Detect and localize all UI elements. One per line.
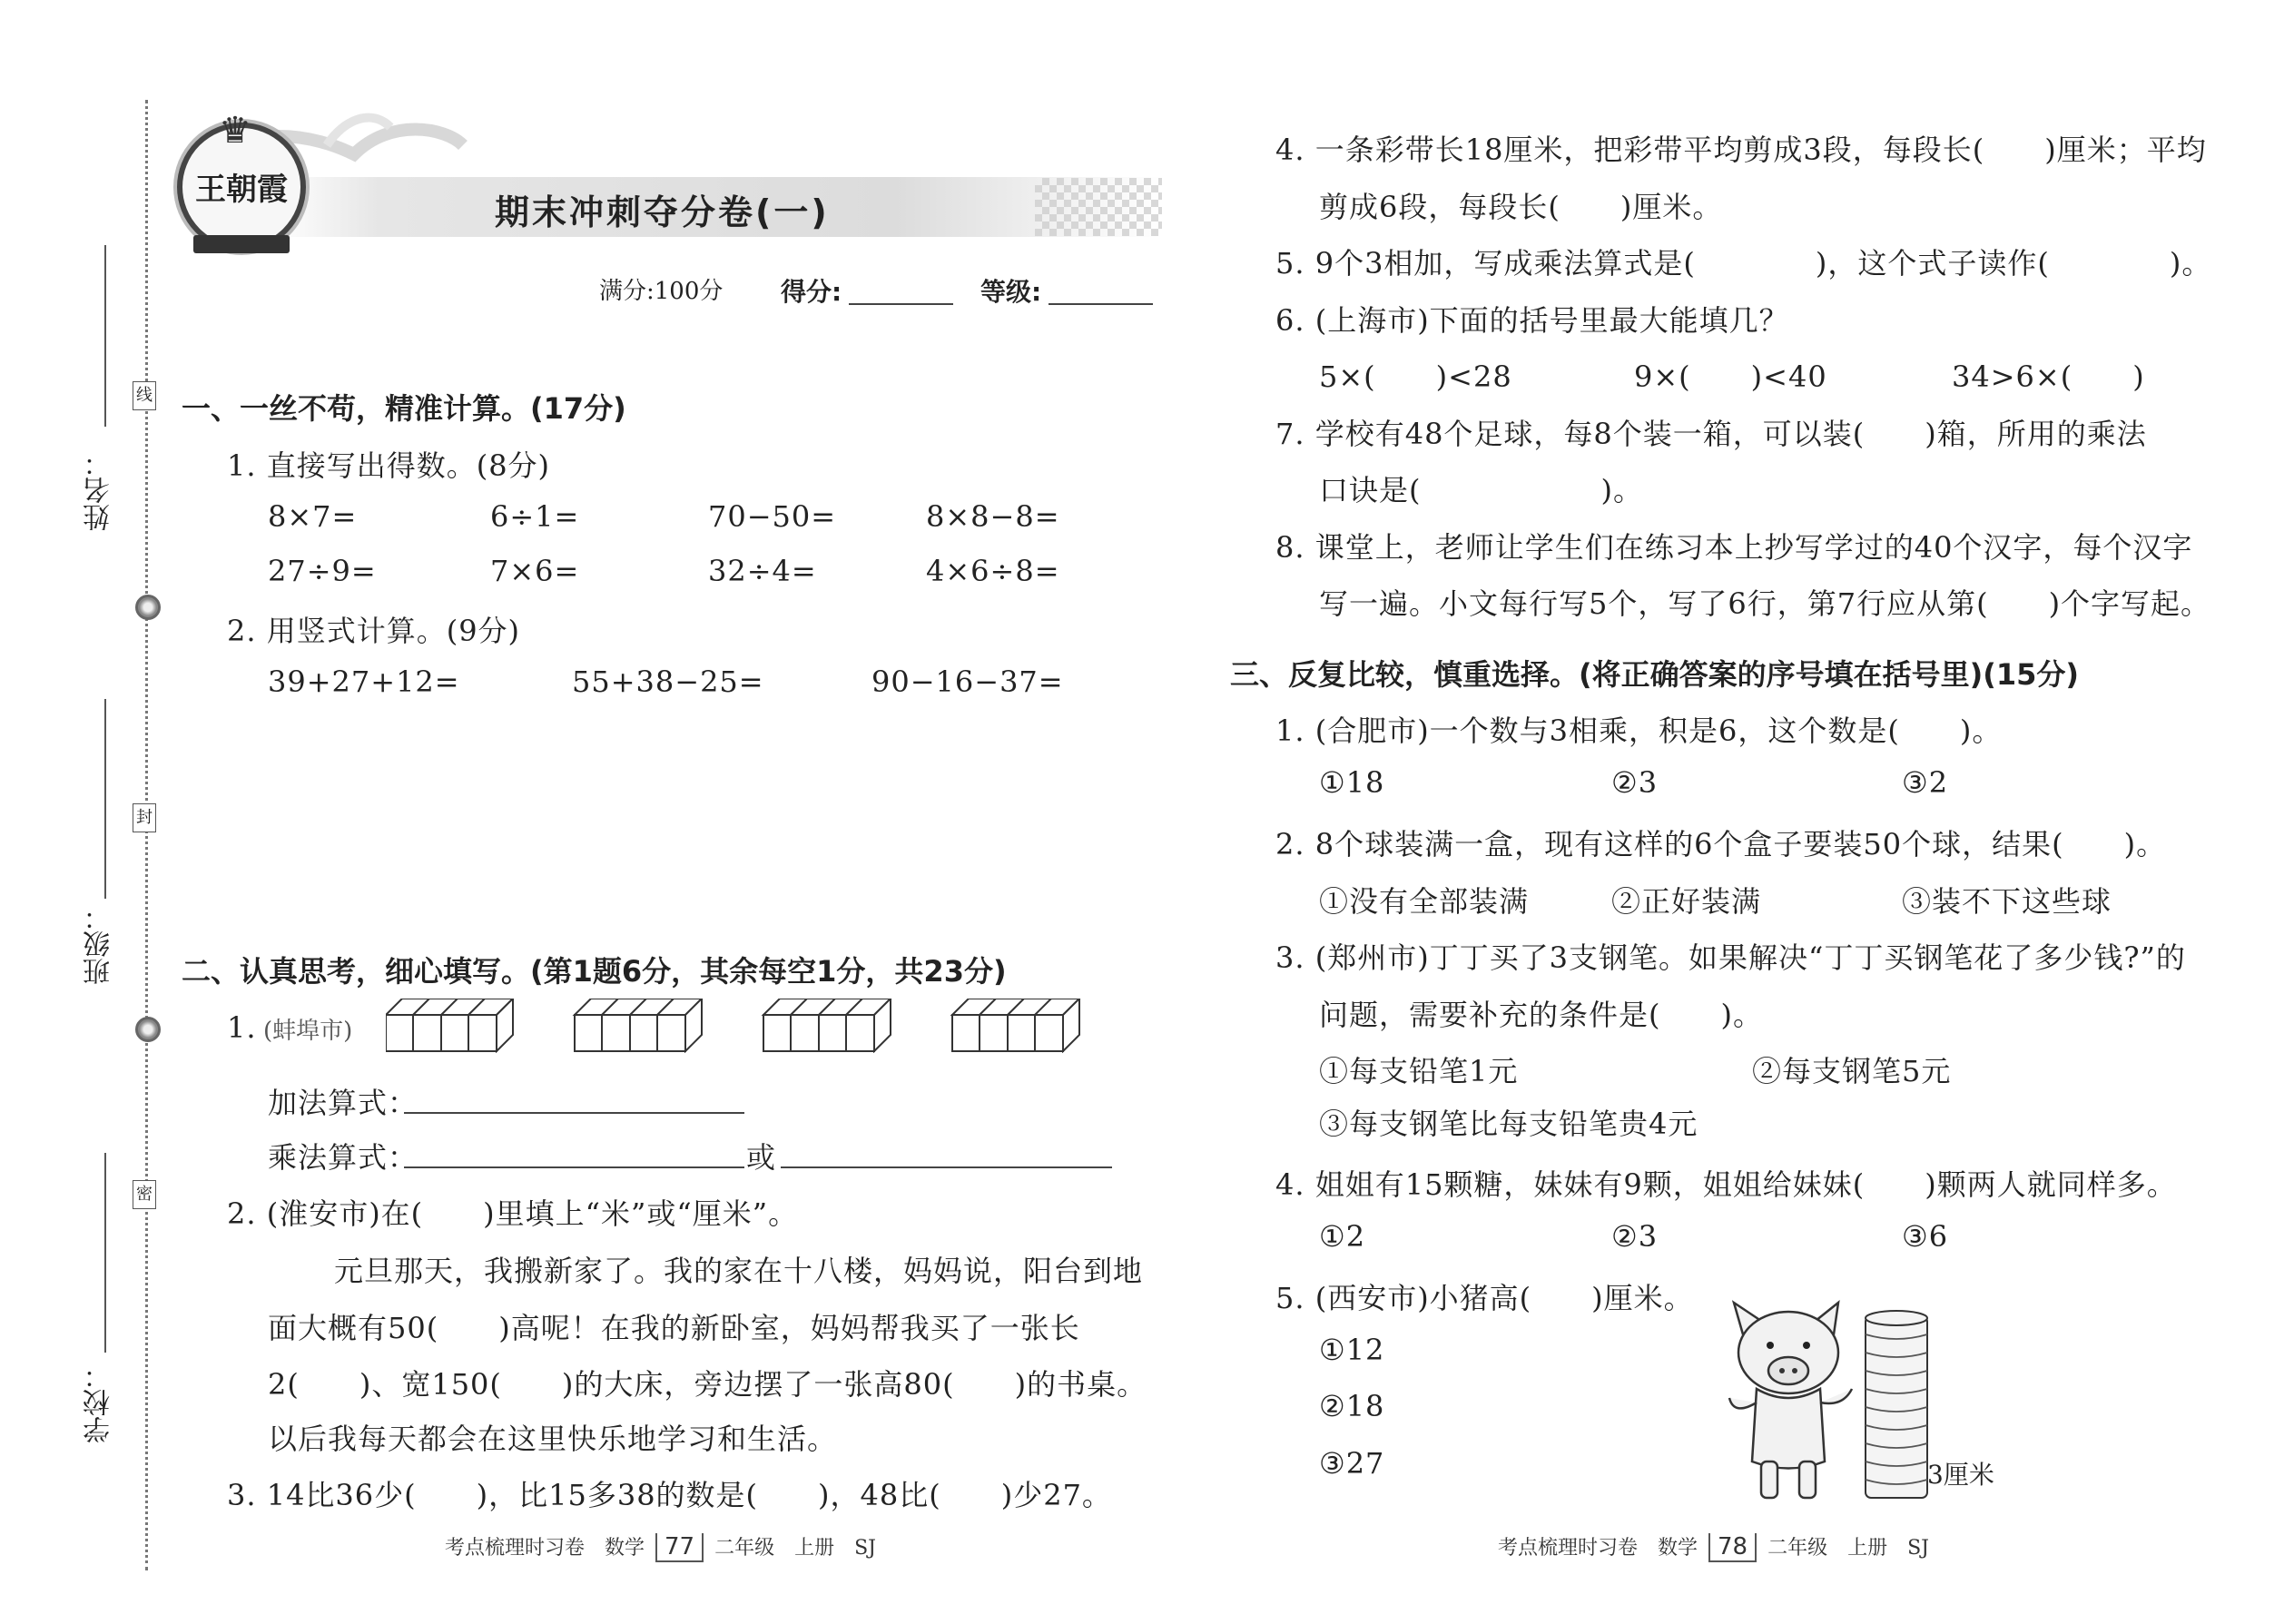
footer-book: 考点梳理时习卷 数学 [1498,1537,1698,1560]
add-formula-label: 加法算式： [268,1086,418,1120]
q6-item: 34>6×( ) [1952,359,2145,394]
choice-q3: 3. (郑州市)丁丁买了3支钢笔。如果解决“丁丁买钢笔花了多少钱?”的 [1275,940,2186,975]
class-line [104,699,106,899]
or-label: 或 [746,1140,777,1175]
seal-secret-mark: 密 [133,1180,156,1209]
q4-line: 4. 一条彩带长18厘米，把彩带平均剪成3段，每段长( )厘米；平均 [1275,133,2207,167]
choice-option: ③每支钢笔比每支铅笔贵4元 [1319,1107,1698,1141]
s2-q2-paragraph: 面大概有50( )高呢！在我的新卧室，妈妈帮我买了一张长 [268,1311,1080,1345]
choice-option: ②3 [1611,1219,1659,1254]
page-number: 78 [1708,1533,1757,1562]
score-label: 得分: [781,277,842,307]
s2-q2-line: 2. (淮安市)在( )里填上“米”或“厘米”。 [227,1196,799,1231]
brand-logo [177,110,306,251]
name-label: 姓名： [84,449,115,531]
cube-groups [386,999,1094,1053]
choice-option: ②正好装满 [1611,884,1762,919]
score-blank[interactable] [849,303,953,305]
binding-dotted-line [145,100,148,1570]
disc-stack [1861,1307,1934,1507]
q6-item: 5×( )<28 [1319,359,1512,394]
calc-item: 8×7= [268,499,358,534]
q6-item: 9×( )<40 [1634,359,1827,394]
footer-grade: 二年级 上册 SJ [714,1537,877,1560]
s1-q1-title: 1. 直接写出得数。(8分) [227,448,551,483]
cube-group [386,999,513,1051]
vertical-calc-item: 90−16−37= [871,664,1064,699]
footer-book: 考点梳理时习卷 数学 [445,1537,645,1560]
choice-option: ②3 [1611,765,1659,800]
q6-line: 6. (上海市)下面的括号里最大能填几？ [1275,303,1789,338]
school-line [104,1153,106,1353]
choice-option: ①18 [1319,765,1385,800]
calc-item: 70−50= [708,499,837,534]
choice-option: ①12 [1319,1333,1385,1367]
add-formula-blank[interactable] [404,1112,744,1114]
checker-pattern [1035,178,1162,236]
s2-q2-paragraph: 2( )、宽150( )的大床，旁边摆了一张高80( )的书桌。 [268,1367,1147,1402]
q8-line: 8. 课堂上，老师让学生们在练习本上抄写学过的40个汉字，每个汉字 [1275,530,2193,565]
grade-label: 等级: [980,277,1042,307]
class-label: 班级： [84,903,115,985]
seal-line-mark: 线 [133,381,156,410]
calc-item: 7×6= [490,554,580,588]
footer-right [1498,1532,1929,1562]
calc-item: 32÷4= [708,554,817,588]
footer-left [445,1532,876,1562]
choice-q2: 2. 8个球装满一盒，现有这样的6个盒子要装50个球，结果( )。 [1275,827,2167,861]
cube-group [575,999,702,1051]
choice-option: ①没有全部装满 [1319,884,1530,919]
calc-item: 27÷9= [268,554,377,588]
vertical-calc-item: 39+27+12= [268,664,460,699]
choice-option: ①2 [1319,1219,1366,1254]
school-label: 学校： [84,1362,115,1443]
s2-q3-line: 3. 14比36少( )，比15多38的数是( )，48比( )少27。 [227,1478,1112,1512]
s2-q1-num: 1. [227,1010,257,1045]
binding-ring-icon [135,1017,161,1042]
section-2-heading: 二、认真思考，细心填写。(第1题6分，其余每空1分，共23分) [182,954,1007,989]
choice-option: ③2 [1902,765,1949,800]
choice-option: ③6 [1902,1219,1949,1254]
s1-q2-title: 2. 用竖式计算。(9分) [227,614,521,648]
choice-option: ②每支钢笔5元 [1752,1054,1952,1088]
calc-item: 8×8−8= [926,499,1060,534]
choice-option: ①每支铅笔1元 [1319,1054,1519,1088]
choice-q1: 1. (合肥市)一个数与3相乘，积是6，这个数是( )。 [1275,714,2003,748]
stack-unit-label: 3厘米 [1927,1460,1994,1490]
section-1-heading: 一、一丝不苟，精准计算。(17分) [182,391,626,426]
choice-q5: 5. (西安市)小猪高( )厘米。 [1275,1281,1694,1315]
mul-formula-blank-2[interactable] [781,1166,1112,1168]
vertical-calc-item: 55+38−25= [572,664,764,699]
s2-q2-paragraph: 元旦那天，我搬新家了。我的家在十八楼，妈妈说，阳台到地 [334,1254,1144,1288]
q4-line: 剪成6段，每段长( )厘米。 [1319,190,1723,224]
full-score: 满分:100分 [599,278,724,305]
crown-icon: ♛ [219,110,251,152]
q5-line: 5. 9个3相加，写成乘法算式是( )，这个式子读作( )。 [1275,246,2212,281]
choice-option: ②18 [1319,1389,1385,1423]
cube-group [763,999,891,1051]
pig-illustration [1725,1298,1861,1507]
grade-blank[interactable] [1049,303,1153,305]
page-number: 77 [655,1533,704,1562]
page-title: 期末冲刺夺分卷(一) [495,192,830,232]
binding-ring-icon [135,595,161,620]
q7-line: 口诀是( )。 [1319,473,1643,507]
q7-line: 7. 学校有48个足球，每8个装一箱，可以装( )箱，所用的乘法 [1275,417,2147,451]
seal-seal-mark: 封 [133,803,156,832]
logo-ribbon [193,235,290,253]
choice-option: ③装不下这些球 [1902,884,2112,919]
calc-item: 6÷1= [490,499,580,534]
name-line [104,245,106,427]
mul-formula-blank-1[interactable] [404,1166,744,1168]
choice-option: ③27 [1319,1446,1385,1481]
mul-formula-label: 乘法算式： [268,1140,418,1175]
logo-text: 王朝霞 [195,172,288,208]
s2-q1-city: (蚌埠市) [263,1018,353,1045]
choice-q4: 4. 姐姐有15颗糖，妹妹有9颗，姐姐给妹妹( )颗两人就同样多。 [1275,1167,2177,1202]
cube-group [952,999,1079,1051]
choice-q3: 问题，需要补充的条件是( )。 [1319,998,1763,1032]
footer-grade: 二年级 上册 SJ [1767,1537,1930,1560]
s2-q2-paragraph: 以后我每天都会在这里快乐地学习和生活。 [268,1422,838,1456]
calc-item: 4×6÷8= [926,554,1060,588]
q8-line: 写一遍。小文每行写5个，写了6行，第7行应从第( )个字写起。 [1319,586,2211,621]
section-3-heading: 三、反复比较，慎重选择。(将正确答案的序号填在括号里)(15分) [1230,657,2080,692]
